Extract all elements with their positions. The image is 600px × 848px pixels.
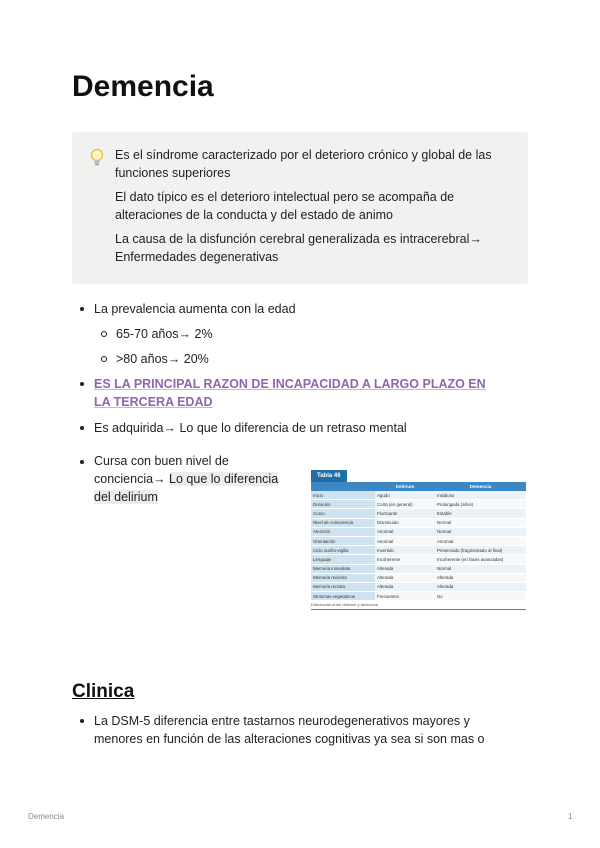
table-cell: No — [435, 592, 526, 601]
table-row — [311, 573, 526, 582]
table-cell: Insidioso — [435, 491, 526, 500]
delirium-vs-demencia-table — [311, 482, 526, 601]
table-row — [311, 592, 526, 601]
callout-line-2: El dato típico es el deterioro intelectual pero se acompaña de alteraciones de la conducta y del estado de animo — [115, 190, 455, 222]
table-row — [311, 546, 526, 555]
list-item-adquirida: Es adquirida→ Lo que lo diferencia de un retraso mental — [94, 421, 407, 435]
table-cell: Corta (en general) — [375, 500, 435, 509]
list-subitem-65-70: 65-70 años→ 2% — [116, 327, 213, 341]
callout-line-3: La causa de la disfunción cerebral generalizada es intracerebral→ Enfermedades degenerativas — [115, 232, 482, 264]
table-cell: Anormal — [435, 536, 526, 545]
table-cell: Normal — [435, 527, 526, 536]
table-row — [311, 536, 526, 545]
table-cell: Normal — [435, 564, 526, 573]
table-cell: Frecuentes — [375, 592, 435, 601]
page-title: Demencia — [72, 70, 214, 103]
bullet-dot — [80, 307, 84, 311]
table-cell: Anormal — [375, 536, 435, 545]
cursa-text: Cursa con buen nivel de conciencia→ — [94, 454, 229, 486]
table-cell: Preservado (fragmentado al final) — [435, 546, 526, 555]
table-cell: Anormal — [375, 527, 435, 536]
table-cell: Inicio — [311, 491, 375, 500]
table-cell: Incoherente (en fases avanzadas) — [435, 555, 526, 564]
table-cell: Curso — [311, 509, 375, 518]
list-item-prevalence: La prevalencia aumenta con la edad — [94, 302, 296, 316]
table-cell: Lenguaje — [311, 555, 375, 564]
list-item-principal-razon: ES LA PRINCIPAL RAZON DE INCAPACIDAD A LARGO PLAZO EN LA TERCERA EDAD — [94, 377, 486, 409]
sub-bullet-circle — [101, 356, 107, 362]
bullet-dot — [80, 382, 84, 386]
table-row — [311, 491, 526, 500]
table-row — [311, 509, 526, 518]
comparison-table-image — [311, 464, 526, 610]
bullet-dot — [80, 719, 84, 723]
footer-title: Demencia — [28, 812, 65, 821]
callout-box — [72, 132, 528, 284]
table-cell: Estable — [435, 509, 526, 518]
sub-bullet-circle — [101, 331, 107, 337]
table-row — [311, 518, 526, 527]
bullet-dot — [80, 460, 84, 464]
table-header — [311, 482, 375, 491]
table-row — [311, 582, 526, 591]
table-row — [311, 555, 526, 564]
table-cell: Normal — [435, 518, 526, 527]
table-cell: Incoherente — [375, 555, 435, 564]
table-cell: Orientación — [311, 536, 375, 545]
table-row — [311, 564, 526, 573]
table-cell: Fluctuante — [375, 509, 435, 518]
table-cell: Invertido — [375, 546, 435, 555]
section-heading-clinica: Clinica — [72, 681, 135, 702]
table-row — [311, 527, 526, 536]
table-cell: Memoria remota — [311, 582, 375, 591]
table-footnote: Diferencias entre delirium y demencia — [311, 602, 526, 610]
table-cell: Ciclo sueño-vigilia — [311, 546, 375, 555]
table-cell: Nivel de consciencia — [311, 518, 375, 527]
list-item-cursa — [94, 452, 290, 506]
table-cell: Agudo — [375, 491, 435, 500]
table-cell: Alterada — [435, 573, 526, 582]
bullet-dot — [80, 426, 84, 430]
table-tag: Tabla 46 — [311, 470, 347, 482]
table-cell: Atención — [311, 527, 375, 536]
table-cell: Memoria reciente — [311, 573, 375, 582]
table-header-row — [311, 482, 526, 491]
lightbulb-icon — [90, 148, 104, 168]
table-header: Demencia — [435, 482, 526, 491]
table-cell: Disminuido — [375, 518, 435, 527]
table-cell: Alterada — [375, 573, 435, 582]
footer-page-number: 1 — [568, 812, 573, 821]
table-cell: Alterada — [375, 582, 435, 591]
table-cell: Alterada — [435, 582, 526, 591]
table-cell: Memoria inmediata — [311, 564, 375, 573]
table-cell: Duración — [311, 500, 375, 509]
table-row — [311, 500, 526, 509]
list-item-dsm5: La DSM-5 diferencia entre tastarnos neurodegenerativos mayores y menores en función de las alteraciones cognitivas ya sea si son mas o — [94, 714, 485, 746]
list-subitem-80: >80 años→ 20% — [116, 352, 209, 366]
table-cell: Alterada — [375, 564, 435, 573]
callout-line-1: Es el síndrome caracterizado por el deterioro crónico y global de las funciones superiores — [115, 148, 492, 180]
table-header: Delirium — [375, 482, 435, 491]
cursa-highlight: Lo que lo diferencia del delirium — [94, 472, 279, 504]
table-cell: Prolongada (años) — [435, 500, 526, 509]
table-cell: Síntomas vegetativos — [311, 592, 375, 601]
